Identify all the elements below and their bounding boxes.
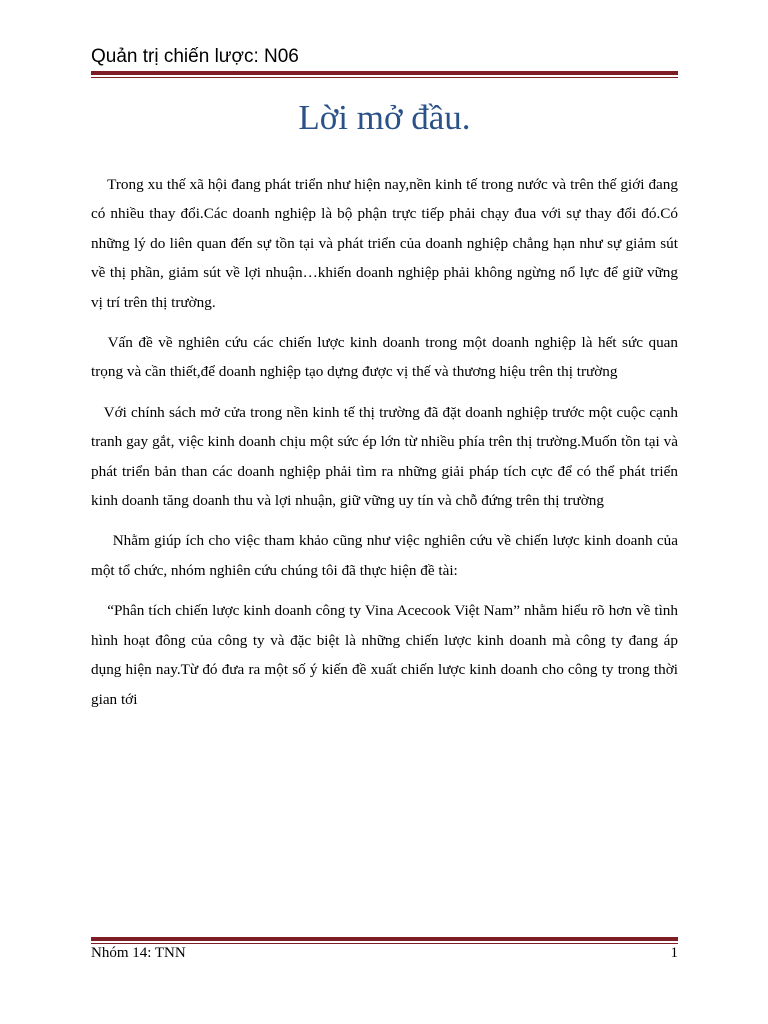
paragraph-1: Trong xu thế xã hội đang phát triển như hiện nay,nền kinh tế trong nước và trên thế giới đang có nhiều thay đổi.Các doanh nghiệp là bộ phận trực tiếp phải chạy đua với sự thay đổi đó.Có những lý do liên quan đến sự tồn tại và phát triển của doanh nghiệp chẳng hạn như sự giảm sút về thị phần, giảm sút về lợi nhuận…khiến doanh nghiệp phải không ngừng nổ lực để giữ vững vị trí trên thị trường. [91, 176, 678, 311]
paragraph-4: Nhằm giúp ích cho việc tham khảo cũng như việc nghiên cứu về chiến lược kinh doanh của một tổ chức, nhóm nghiên cứu chúng tôi đã thực hiện đề tài: [91, 532, 678, 579]
header-title: Quản trị chiến lược: N06 [91, 46, 299, 67]
footer-rule [91, 937, 678, 944]
paragraph-2: Vấn đề về nghiên cứu các chiến lược kinh doanh trong một doanh nghiệp là hết sức quan trọng và cần thiết,để doanh nghiệp tạo dựng được vị thế và thương hiệu trên thị trường [91, 334, 678, 381]
page-title: Lời mở đầu. [298, 98, 471, 137]
header-rule [91, 71, 678, 78]
footer-group: Nhóm 14: TNN [91, 945, 186, 961]
page-number: 1 [670, 945, 678, 961]
paragraph-5: “Phân tích chiến lược kinh doanh công ty Vina Acecook Việt Nam” nhằm hiểu rõ hơn về tình hình hoạt đông của công ty và đặc biệt là những chiến lược kinh doanh mà công ty đang áp dụng hiện nay.Từ đó đưa ra một số ý kiến đề xuất chiến lược kinh doanh cho công ty trong thời gian tới [91, 602, 678, 708]
paragraph-3: Với chính sách mở cửa trong nền kinh tế thị trường đã đặt doanh nghiệp trước một cuộc cạnh tranh gay gắt, việc kinh doanh chịu một sức ép lớn từ nhiều phía trên thị trường.Muốn tồn tại và phát triển bản than các doanh nghiệp phải tìm ra những giải pháp tích cực để có thể phát triển kinh doanh tăng doanh thu và lợi nhuận, giữ vững uy tín và chỗ đứng trên thị trường [91, 403, 678, 510]
body-text [91, 170, 678, 725]
